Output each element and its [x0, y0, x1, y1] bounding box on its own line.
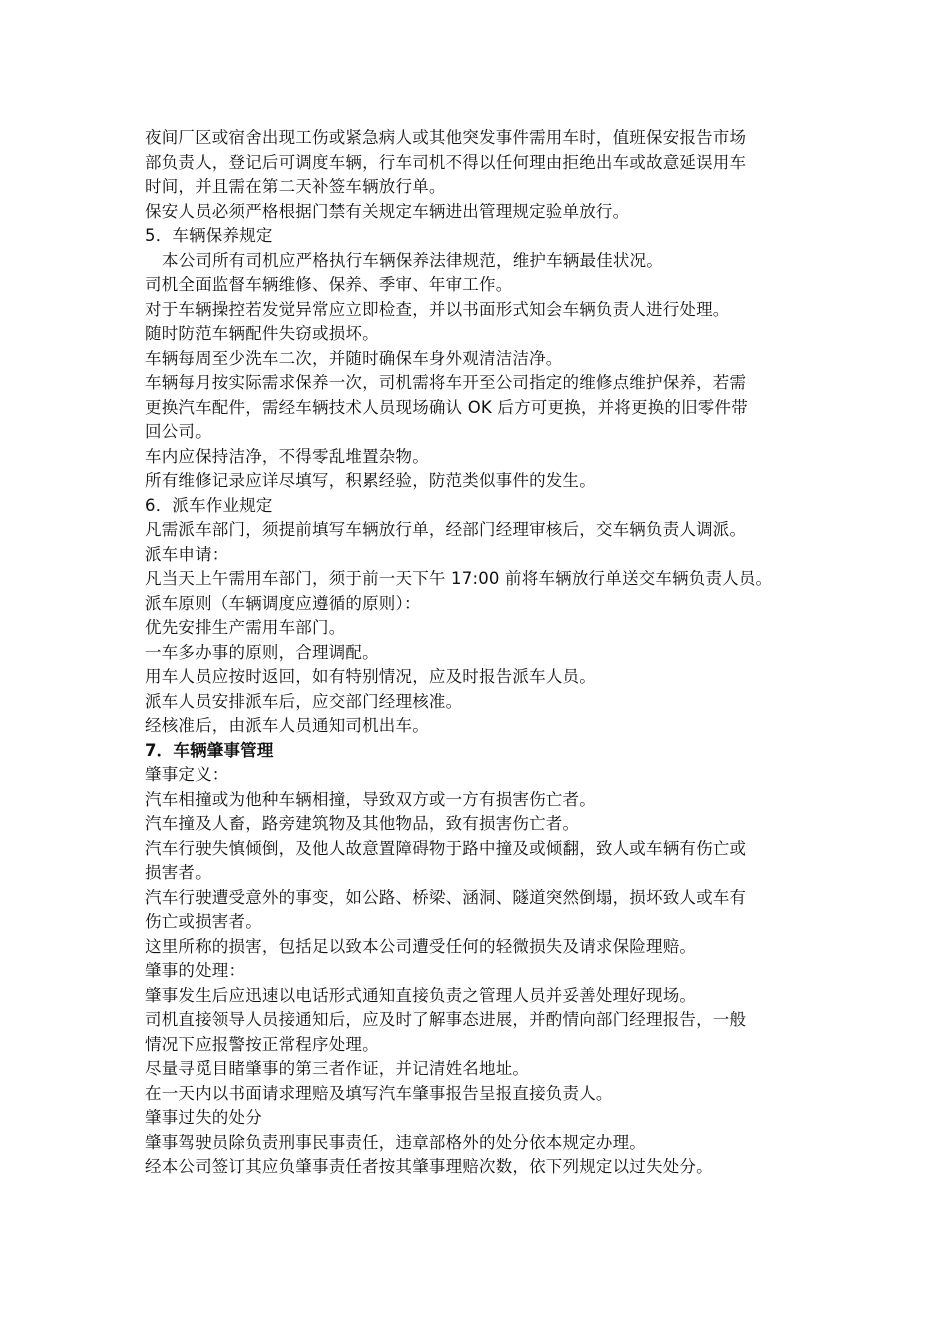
- text-line: 派车人员安排派车后，应交部门经理核准。: [145, 691, 463, 711]
- text-line: 司机全面监督车辆维修、保养、季审、年审工作。: [145, 275, 513, 294]
- text-line: 肇事过失的处分: [145, 1108, 262, 1127]
- text-line: 本公司所有司机应严格执行车辆保养法律规范，维护车辆最佳状况。: [162, 250, 663, 270]
- text-line: 派车申请：: [145, 544, 229, 564]
- text-line: 时间，并且需在第二天补签车辆放行单。: [145, 177, 446, 196]
- text-line: 车辆每月按实际需求保养一次，司机需将车开至公司指定的维修点维护保养，若需: [145, 373, 747, 392]
- text-line: 尽量寻觅目睹肇事的第三者作证，并记清姓名地址。: [145, 1059, 530, 1078]
- text-line: 汽车撞及人畜，路旁建筑物及其他物品，致有损害伤亡者。: [145, 814, 580, 833]
- text-line: 肇事发生后应迅速以电话形式通知直接负责之管理人员并妥善处理好现场。: [145, 985, 697, 1005]
- text-line: 损害者。: [145, 863, 212, 882]
- text-line: 凡当天上午需用车部门，须于前一天下午 17:00 前将车辆放行单送交车辆负责人员。: [145, 569, 773, 588]
- text-line: 车内应保持洁净，不得零乱堆置杂物。: [145, 446, 429, 466]
- text-line: 部负责人，登记后可调度车辆，行车司机不得以任何理由拒绝出车或故意延误用车: [145, 152, 747, 172]
- section-heading: 7．车辆肇事管理: [145, 740, 274, 760]
- text-line: 优先安排生产需用车部门。: [145, 618, 346, 637]
- text-line: 用车人员应按时返回，如有特别情况，应及时报告派车人员。: [145, 667, 596, 686]
- text-line: 所有维修记录应详尽填写，积累经验，防范类似事件的发生。: [145, 471, 596, 490]
- text-line: 保安人员必须严格根据门禁有关规定车辆进出管理规定验单放行。: [145, 201, 630, 221]
- text-line: 肇事定义：: [145, 765, 229, 784]
- text-line: 伤亡或损害者。: [145, 912, 262, 931]
- document-body: [145, 126, 945, 1180]
- text-line: 一车多办事的原则，合理调配。: [145, 642, 379, 662]
- text-line: 肇事的处理：: [145, 961, 246, 980]
- text-line: 车辆每周至少洗车二次，并随时确保车身外观清洁洁净。: [145, 348, 563, 368]
- text-line: 情况下应报警按正常程序处理。: [145, 1034, 379, 1054]
- section-heading: 6．派车作业规定: [145, 495, 273, 515]
- text-line: 汽车行驶遭受意外的事变，如公路、桥梁、涵洞、隧道突然倒塌，损坏致人或车有: [145, 887, 747, 907]
- text-line: 在一天内以书面请求理赔及填写汽车肇事报告呈报直接负责人。: [145, 1083, 613, 1103]
- text-line: 经核准后，由派车人员通知司机出车。: [145, 716, 429, 735]
- text-line: 这里所称的损害，包括足以致本公司遭受任何的轻微损失及请求保险理赔。: [145, 936, 697, 956]
- text-line: 肇事驾驶员除负责刑事民事责任，违章部格外的处分依本规定办理。: [145, 1132, 646, 1152]
- text-line: 派车原则（车辆调度应遵循的原则）：: [145, 593, 421, 613]
- text-line: 更换汽车配件，需经车辆技术人员现场确认 OK 后方可更换，并将更换的旧零件带: [145, 397, 748, 417]
- text-line: 对于车辆操控若发觉异常应立即检查，并以书面形式知会车辆负责人进行处理。: [145, 299, 730, 319]
- text-line: 汽车相撞或为他种车辆相撞，导致双方或一方有损害伤亡者。: [145, 789, 596, 809]
- text-line: 回公司。: [145, 422, 212, 441]
- section-heading: 5．车辆保养规定: [145, 226, 273, 245]
- text-line: 汽车行驶失慎倾倒，及他人故意置障碍物于路中撞及或倾翻，致人或车辆有伤亡或: [145, 838, 747, 858]
- text-line: 随时防范车辆配件失窃或损坏。: [145, 324, 379, 343]
- text-line: 凡需派车部门，须提前填写车辆放行单，经部门经理审核后，交车辆负责人调派。: [145, 520, 747, 539]
- text-line: 经本公司签订其应负肇事责任者按其肇事理赔次数，依下列规定以过失处分。: [145, 1157, 713, 1176]
- text-line: 夜间厂区或宿舍出现工伤或紧急病人或其他突发事件需用车时，值班保安报告市场: [145, 128, 747, 147]
- text-line: 司机直接领导人员接通知后，应及时了解事态进展，并酌情向部门经理报告，一般: [145, 1010, 747, 1029]
